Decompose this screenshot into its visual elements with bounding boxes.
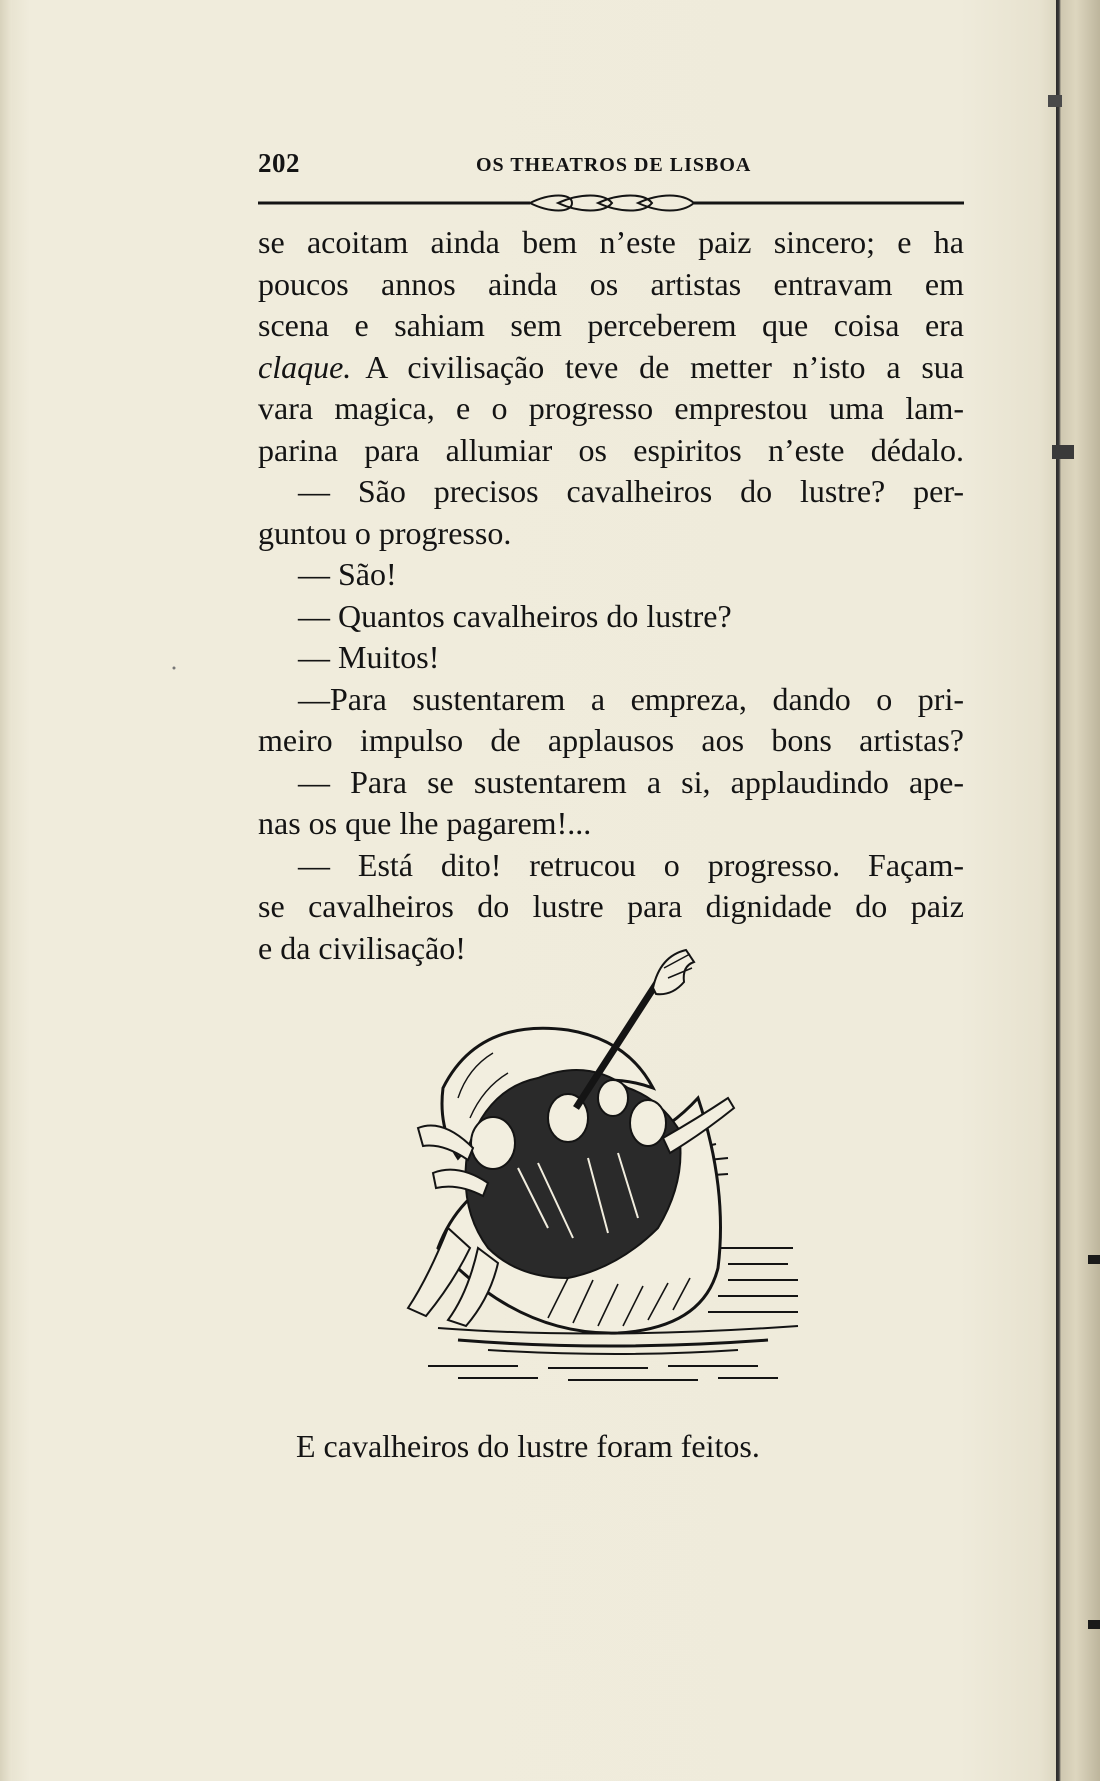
dialogue-line: — Quantos cavalheiros do lustre? — [298, 597, 732, 634]
text-line: scena e sahiam sem perceberem que coisa era — [258, 307, 964, 343]
dialogue-line: — Está dito! retrucou o progresso. Façam- — [298, 846, 964, 883]
illustration-caption: E cavalheiros do lustre foram feitos. — [296, 1428, 760, 1464]
dialogue-line: — Para se sustentarem a si, applaudindo ape- — [298, 763, 964, 800]
text-line: se acoitam ainda bem n’este paiz sincero; e ha — [258, 224, 964, 260]
dialogue-line: — São! — [298, 556, 397, 592]
text-line: guntou o progresso. — [258, 514, 512, 551]
text-line: meiro impulso de applausos aos bons artistas? — [258, 722, 964, 758]
italic-word: claque. — [258, 348, 352, 385]
dialogue-line: — Muitos! — [298, 639, 440, 675]
text-line: parina para allumiar os espiritos n’este dédalo. — [258, 431, 964, 468]
dialogue-line: —Para sustentarem a empreza, dando o pri- — [298, 680, 964, 717]
text-line: nas os que lhe pagarem!... — [258, 805, 592, 841]
running-title: OS THEATROS DE LISBOA — [476, 154, 752, 176]
text-line: se cavalheiros do lustre para dignidade do paiz — [258, 888, 964, 924]
text-line: vara magica, e o progresso emprestou uma lam- — [258, 390, 964, 426]
text-line-rest: A civilisação teve de metter n’isto a sua — [365, 348, 964, 385]
text-line: poucos annos ainda os artistas entravam em — [258, 265, 964, 302]
text-line: e da civilisação! — [258, 929, 466, 966]
page-number: 202 — [258, 148, 300, 178]
dialogue-line: — São precisos cavalheiros do lustre? per- — [298, 473, 964, 509]
